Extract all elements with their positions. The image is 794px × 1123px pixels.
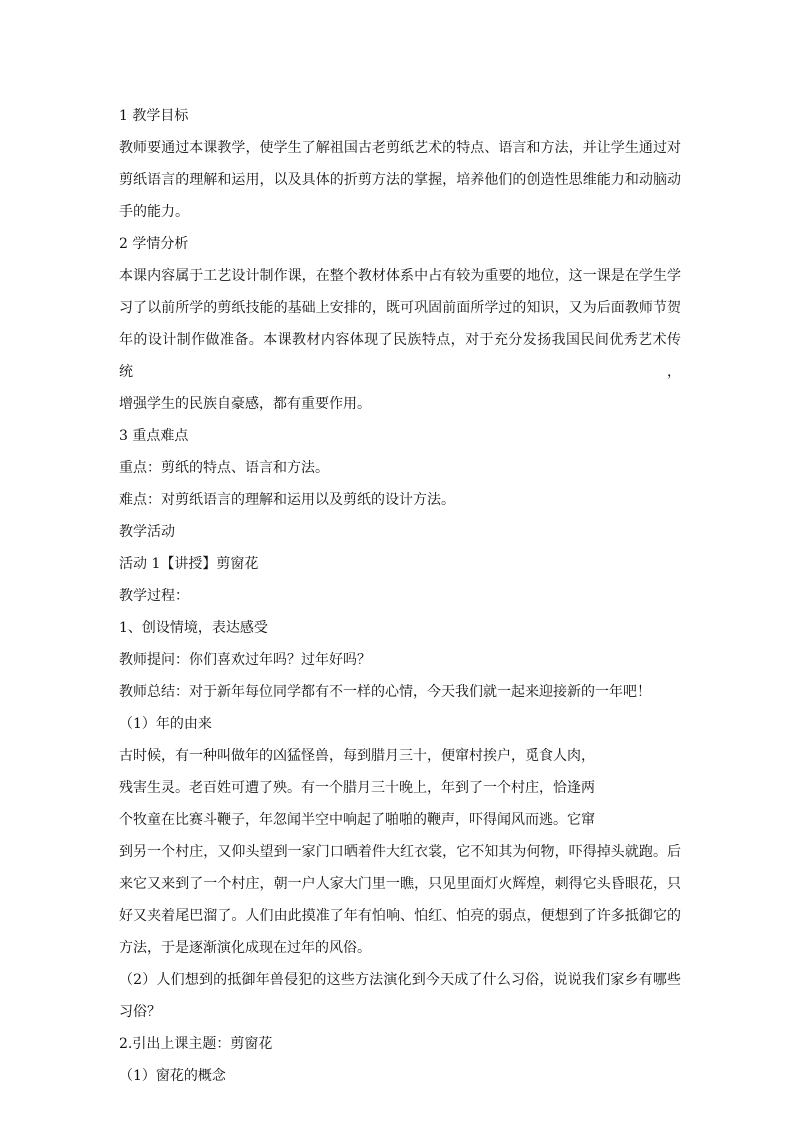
paragraph-line: 年的设计制作做准备。本课教材内容体现了民族特点，对于充分发扬我国民间优秀艺术传统，	[119, 332, 681, 380]
section-heading-learner-analysis: 2 学情分析	[119, 236, 189, 252]
paragraph-line: 习了以前所学的剪纸技能的基础上安排的，既可巩固前面所学过的知识，又为后面教师节贺	[119, 300, 681, 316]
story-line: 好又夹着尾巴溜了。人们由此摸准了年有怕响、怕红、怕亮的弱点，便想到了许多抵御它的	[119, 908, 681, 924]
paragraph-line: 增强学生的民族自豪感，都有重要作用。	[119, 396, 371, 412]
section-heading-activities: 教学活动	[119, 524, 175, 540]
story-line: 古时候，有一种叫做年的凶猛怪兽，每到腊月三十，便窜村挨户，觅食人肉，	[119, 748, 595, 764]
paragraph-line: 手的能力。	[119, 204, 189, 220]
difficulty-line: 难点：对剪纸语言的理解和运用以及剪纸的设计方法。	[119, 492, 455, 508]
section-heading-key-points: 3 重点难点	[119, 428, 189, 444]
story-line: 到另一个村庄，又仰头望到一家门口晒着件大红衣裳，它不知其为何物，吓得掉头就跑。后	[119, 844, 681, 860]
key-point-line: 重点：剪纸的特点、语言和方法。	[119, 460, 329, 476]
story-line: 方法，于是逐渐演化成现在过年的风俗。	[119, 940, 371, 956]
question-line: （2）人们想到的抵御年兽侵犯的这些方法演化到今天成了什么习俗，说说我们家乡有哪些	[119, 972, 681, 988]
subsection-heading: （1）年的由来	[119, 716, 212, 732]
teacher-question: 教师提问：你们喜欢过年吗？过年好吗？	[119, 652, 371, 668]
teacher-summary: 教师总结：对于新年每位同学都有不一样的心情，今天我们就一起来迎接新的一年吧！	[119, 684, 651, 700]
paragraph-line: 教师要通过本课教学，使学生了解祖国古老剪纸艺术的特点、语言和方法，并让学生通过对	[119, 140, 681, 156]
document-body	[119, 100, 681, 1092]
story-line: 残害生灵。老百姓可遭了殃。有一个腊月三十晚上，年到了一个村庄，恰逢两	[119, 780, 595, 796]
section-heading-teaching-goals: 1 教学目标	[119, 108, 189, 124]
step-heading: 2.引出上课主题：剪窗花	[119, 1036, 273, 1052]
story-line: 来它又来到了一个村庄，朝一户人家大门里一瞧，只见里面灯火辉煌，刺得它头昏眼花，只	[119, 876, 681, 892]
paragraph-line: 本课内容属于工艺设计制作课，在整个教材体系中占有较为重要的地位，这一课是在学生学	[119, 268, 681, 284]
story-line: 个牧童在比赛斗鞭子，年忽闻半空中响起了啪啪的鞭声，吓得闻风而逃。它窜	[119, 812, 595, 828]
paragraph-line: 剪纸语言的理解和运用，以及具体的折剪方法的掌握，培养他们的创造性思维能力和动脑动	[119, 172, 681, 188]
question-line: 习俗？	[119, 1004, 161, 1020]
subsection-heading: （1）窗花的概念	[119, 1068, 226, 1084]
process-heading: 教学过程：	[119, 588, 189, 604]
activity-title: 活动 1【讲授】剪窗花	[119, 556, 259, 572]
step-heading: 1、创设情境，表达感受	[119, 620, 268, 636]
